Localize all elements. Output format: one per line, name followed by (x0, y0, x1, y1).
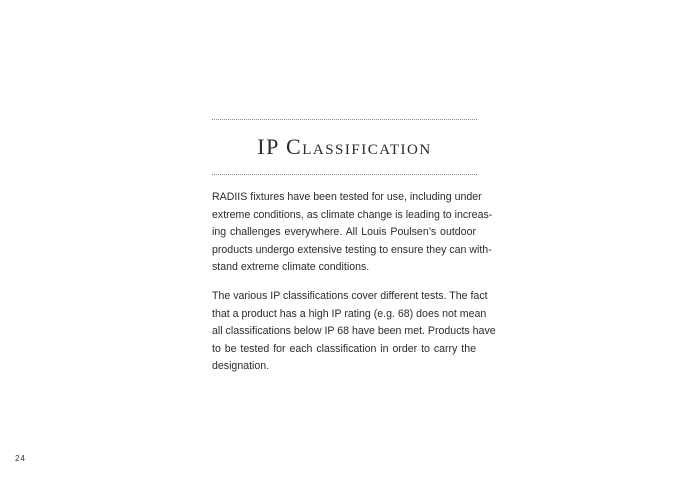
paragraph-line: designation. (212, 360, 270, 373)
paragraph-line: extreme conditions, as climate change is leading to increas- (212, 208, 493, 221)
body-paragraph-1 (212, 189, 493, 277)
paragraph-line: The various IP classifications cover different tests. The fact (212, 290, 488, 302)
page-number: 24 (15, 454, 26, 463)
paragraph-line: that a product has a high IP rating (e.g. 68) does not mean (212, 307, 487, 320)
dotted-rule-top (212, 119, 477, 120)
paragraph-line: ing challenges everywhere. All Louis Poulsen’s outdoor (212, 226, 476, 239)
paragraph-line: to be tested for each classification in order to carry the (212, 342, 476, 355)
dotted-rule-bottom (212, 174, 477, 175)
paragraph-line: products undergo extensive testing to ensure they can with- (212, 243, 492, 256)
paragraph-line: stand extreme climate conditions. (212, 261, 370, 274)
page-title: IP Classification (257, 134, 432, 159)
paragraph-line: RADIIS fixtures have been tested for use, including under (212, 191, 482, 203)
paragraph-line: all classifications below IP 68 have been met. Products have (212, 325, 496, 338)
body-paragraph-2 (212, 288, 496, 376)
